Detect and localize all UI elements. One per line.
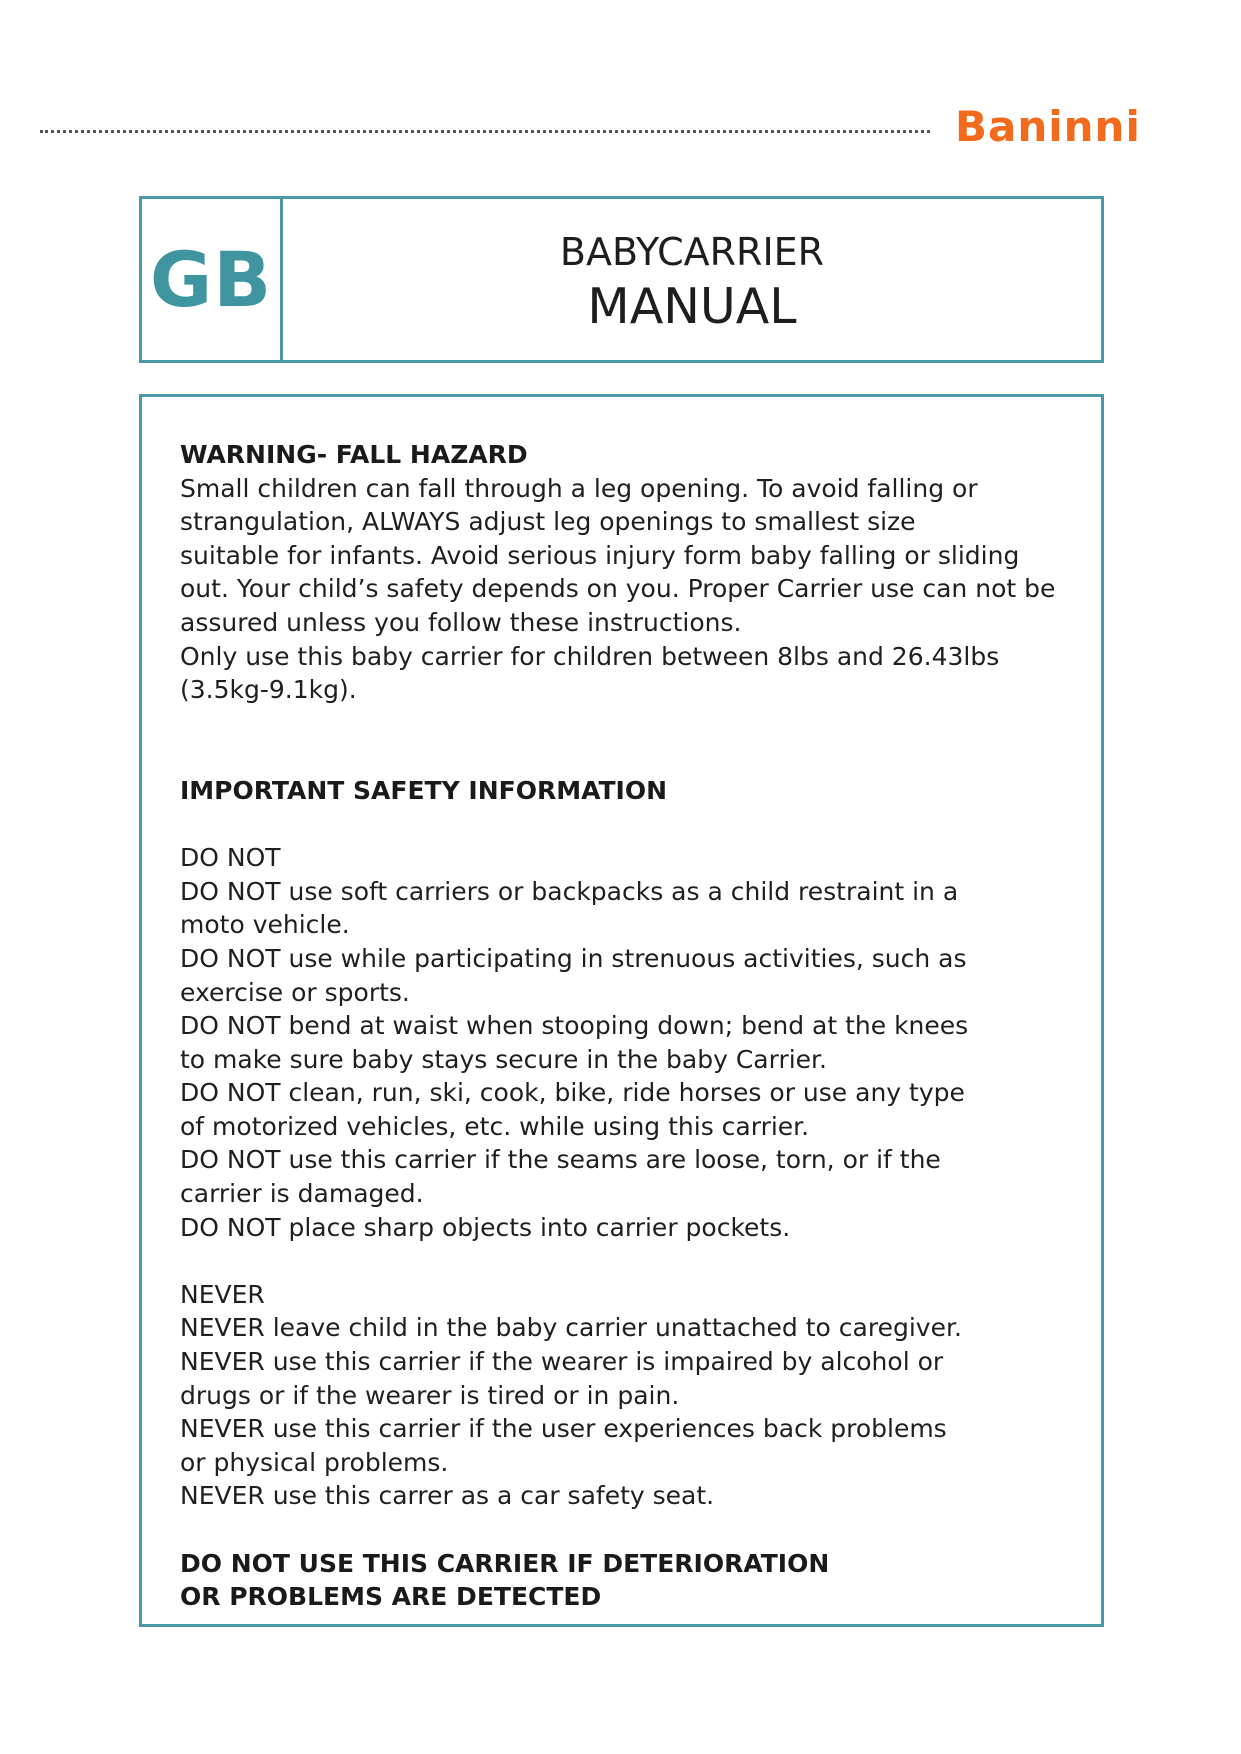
- header-dotted-rule: [40, 130, 930, 133]
- safety-content-box: [139, 394, 1104, 1627]
- warning-line: Small children can fall through a leg opening. To avoid falling or: [180, 473, 978, 503]
- spacer: [180, 1244, 1071, 1278]
- safety-content: [180, 438, 1071, 1614]
- do-not-line: DO NOT clean, run, ski, cook, bike, ride horses or use any type: [180, 1078, 965, 1108]
- do-not-line: DO NOT use soft carriers or backpacks as a child restraint in a: [180, 876, 959, 906]
- never-line: NEVER use this carrier if the wearer is impaired by alcohol or: [180, 1347, 944, 1377]
- warning-line: strangulation, ALWAYS adjust leg openings to smallest size: [180, 507, 916, 537]
- never-heading: NEVER: [180, 1279, 265, 1309]
- brand-logo: Baninni: [955, 102, 1141, 151]
- warning-line: (3.5kg-9.1kg).: [180, 675, 357, 705]
- do-not-line: moto vehicle.: [180, 910, 350, 940]
- do-not-heading: DO NOT: [180, 843, 281, 873]
- never-line: NEVER use this carrer as a car safety seat.: [180, 1481, 715, 1511]
- do-not-line: carrier is damaged.: [180, 1179, 424, 1209]
- manual-header-box: [139, 196, 1104, 363]
- warning-line: suitable for infants. Avoid serious injury form baby falling or sliding: [180, 540, 1020, 570]
- do-not-line: to make sure baby stays secure in the baby Carrier.: [180, 1044, 827, 1074]
- spacer: [180, 1513, 1071, 1547]
- spacer: [180, 808, 1071, 842]
- warning-line: out. Your child’s safety depends on you. Proper Carrier use can not be: [180, 574, 1056, 604]
- spacer: [180, 707, 1071, 741]
- title-manual: MANUAL: [587, 277, 797, 335]
- language-cell: [142, 199, 283, 360]
- do-not-line: of motorized vehicles, etc. while using this carrier.: [180, 1111, 810, 1141]
- final-warning-line: OR PROBLEMS ARE DETECTED: [180, 1582, 602, 1612]
- do-not-line: DO NOT use while participating in strenuous activities, such as: [180, 943, 967, 973]
- never-line: or physical problems.: [180, 1447, 449, 1477]
- do-not-line: exercise or sports.: [180, 977, 410, 1007]
- spacer: [180, 740, 1071, 774]
- never-line: NEVER leave child in the baby carrier unattached to caregiver.: [180, 1313, 962, 1343]
- title-babycarrier: BABYCARRIER: [559, 229, 825, 274]
- final-warning-line: DO NOT USE THIS CARRIER IF DETERIORATION: [180, 1548, 830, 1578]
- warning-line: assured unless you follow these instructions.: [180, 607, 742, 637]
- safety-heading: IMPORTANT SAFETY INFORMATION: [180, 775, 668, 805]
- do-not-line: DO NOT place sharp objects into carrier pockets.: [180, 1212, 791, 1242]
- never-line: drugs or if the wearer is tired or in pain.: [180, 1380, 680, 1410]
- do-not-line: DO NOT bend at waist when stooping down; bend at the knees: [180, 1011, 969, 1041]
- title-cell: [283, 199, 1101, 360]
- never-line: NEVER use this carrier if the user experiences back problems: [180, 1414, 947, 1444]
- do-not-line: DO NOT use this carrier if the seams are loose, torn, or if the: [180, 1145, 941, 1175]
- warning-heading: WARNING- FALL HAZARD: [180, 440, 528, 469]
- language-code: GB: [149, 235, 273, 324]
- warning-line: Only use this baby carrier for children between 8lbs and 26.43lbs: [180, 641, 1000, 671]
